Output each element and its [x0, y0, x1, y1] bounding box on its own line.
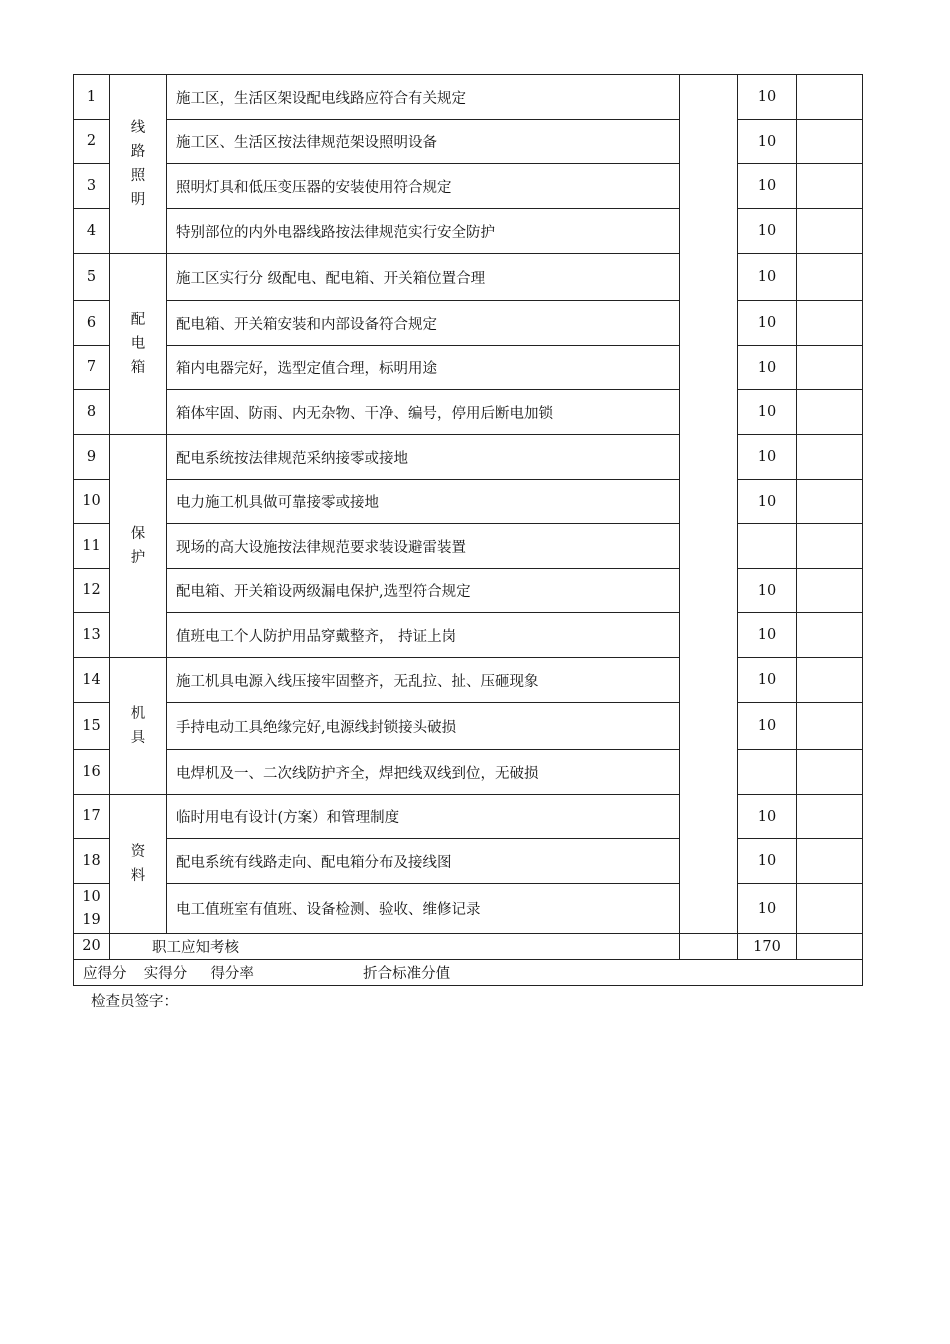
row-number: 7 [74, 346, 110, 390]
standard-score: 10 [738, 120, 797, 164]
actual-score-cell [797, 254, 863, 301]
blank-column-cell [680, 75, 738, 934]
summary-cell [74, 960, 863, 986]
inspection-item: 电焊机及一、二次线防护齐全，焊把线双线到位，无破损 [167, 750, 680, 795]
row-number: 14 [74, 658, 110, 703]
total-row-actual-blank [797, 934, 863, 960]
actual-score-cell [797, 884, 863, 934]
standard-score: 10 [738, 390, 797, 435]
actual-score-cell [797, 795, 863, 839]
category-label: 线路照明 [130, 120, 146, 208]
table-row [74, 524, 863, 569]
inspection-item: 施工机具电源入线压接牢固整齐，无乱拉、扯、压砸现象 [167, 658, 680, 703]
row-number: 1 [74, 75, 110, 120]
standard-score: 10 [738, 884, 797, 934]
category-label: 保护 [130, 526, 146, 566]
total-row-score: 170 [738, 934, 797, 960]
inspection-item: 配电系统按法律规范采纳接零或接地 [167, 435, 680, 480]
category-label: 配电箱 [130, 312, 146, 376]
table-row [74, 254, 863, 301]
inspection-item: 配电箱、开关箱设两级漏电保护,选型符合规定 [167, 569, 680, 613]
category-cell [110, 435, 167, 658]
standard-score: 10 [738, 839, 797, 884]
due-score-label: 应得分 [83, 966, 127, 982]
row-number: 17 [74, 795, 110, 839]
actual-score-cell [797, 703, 863, 750]
row-number: 10 19 [74, 884, 110, 934]
category-cell [110, 254, 167, 435]
table-row [74, 346, 863, 390]
actual-score-cell [797, 75, 863, 120]
standard-score: 10 [738, 435, 797, 480]
score-rate-label: 得分率 [210, 966, 254, 982]
actual-score-cell [797, 839, 863, 884]
actual-score-cell [797, 209, 863, 254]
standard-score [738, 524, 797, 569]
inspection-item: 施工区、生活区按法律规范架设照明设备 [167, 120, 680, 164]
category-cell [110, 75, 167, 254]
row-number: 16 [74, 750, 110, 795]
inspection-item: 现场的高大设施按法律规范要求装设避雷装置 [167, 524, 680, 569]
standard-score: 10 [738, 164, 797, 209]
inspection-item: 特别部位的内外电器线路按法律规范实行安全防护 [167, 209, 680, 254]
inspection-table-container [73, 74, 862, 986]
table-row [74, 613, 863, 658]
standard-score: 10 [738, 569, 797, 613]
row-number: 6 [74, 301, 110, 346]
inspection-item: 配电箱、开关箱安装和内部设备符合规定 [167, 301, 680, 346]
actual-score-cell [797, 390, 863, 435]
table-row [74, 658, 863, 703]
standard-score: 10 [738, 346, 797, 390]
inspection-item: 电力施工机具做可靠接零或接地 [167, 480, 680, 524]
category-cell [110, 658, 167, 795]
category-cell [110, 795, 167, 934]
actual-score-cell [797, 480, 863, 524]
inspection-table-body [74, 75, 863, 986]
standard-score [738, 750, 797, 795]
actual-score-cell [797, 613, 863, 658]
inspection-item: 配电系统有线路走向、配电箱分布及接线图 [167, 839, 680, 884]
row-number: 4 [74, 209, 110, 254]
table-row [74, 839, 863, 884]
standard-score: 10 [738, 703, 797, 750]
inspection-item: 施工区，生活区架设配电线路应符合有关规定 [167, 75, 680, 120]
row-number: 15 [74, 703, 110, 750]
inspection-item: 箱内电器完好，选型定值合理，标明用途 [167, 346, 680, 390]
table-row [74, 164, 863, 209]
standard-score: 10 [738, 658, 797, 703]
table-row [74, 75, 863, 120]
table-row [74, 703, 863, 750]
actual-score-cell [797, 569, 863, 613]
converted-value-label: 折合标准分值 [363, 966, 451, 982]
actual-score-label: 实得分 [143, 966, 188, 982]
row-number: 18 [74, 839, 110, 884]
row-number: 13 [74, 613, 110, 658]
total-row-label: 职工应知考核 [110, 934, 680, 960]
inspection-item: 照明灯具和低压变压器的安装使用符合规定 [167, 164, 680, 209]
actual-score-cell [797, 164, 863, 209]
inspection-item: 箱体牢固、防雨、内无杂物、干净、编号，停用后断电加锁 [167, 390, 680, 435]
inspector-signature-label: 检查员签字： [91, 994, 178, 1010]
inspection-item: 临时用电有设计(方案）和管理制度 [167, 795, 680, 839]
row-number: 5 [74, 254, 110, 301]
table-row [74, 435, 863, 480]
table-row [74, 209, 863, 254]
actual-score-cell [797, 301, 863, 346]
table-row [74, 884, 863, 934]
row-number: 12 [74, 569, 110, 613]
row-number: 3 [74, 164, 110, 209]
inspection-item: 电工值班室有值班、设备检测、验收、维修记录 [167, 884, 680, 934]
table-row [74, 569, 863, 613]
inspection-item: 值班电工个人防护用品穿戴整齐， 持证上岗 [167, 613, 680, 658]
total-row [74, 934, 863, 960]
standard-score: 10 [738, 209, 797, 254]
standard-score: 10 [738, 75, 797, 120]
inspection-item: 施工区实行分 级配电、配电箱、开关箱位置合理 [167, 254, 680, 301]
table-row [74, 795, 863, 839]
total-row-blank [680, 934, 738, 960]
standard-score: 10 [738, 795, 797, 839]
table-row [74, 480, 863, 524]
row-number: 8 [74, 390, 110, 435]
summary-row [74, 960, 863, 986]
actual-score-cell [797, 658, 863, 703]
actual-score-cell [797, 346, 863, 390]
row-number: 11 [74, 524, 110, 569]
table-row [74, 390, 863, 435]
row-number: 10 [74, 480, 110, 524]
actual-score-cell [797, 435, 863, 480]
category-label: 资料 [130, 844, 146, 884]
row-number: 2 [74, 120, 110, 164]
total-row-number: 20 [74, 934, 110, 960]
actual-score-cell [797, 750, 863, 795]
actual-score-cell [797, 524, 863, 569]
standard-score: 10 [738, 480, 797, 524]
standard-score: 10 [738, 613, 797, 658]
category-label: 机具 [130, 706, 146, 746]
standard-score: 10 [738, 301, 797, 346]
table-row [74, 120, 863, 164]
actual-score-cell [797, 120, 863, 164]
inspection-table [73, 74, 863, 986]
table-row [74, 301, 863, 346]
inspection-item: 手持电动工具绝缘完好,电源线封锁接头破损 [167, 703, 680, 750]
row-number: 9 [74, 435, 110, 480]
standard-score: 10 [738, 254, 797, 301]
table-row [74, 750, 863, 795]
